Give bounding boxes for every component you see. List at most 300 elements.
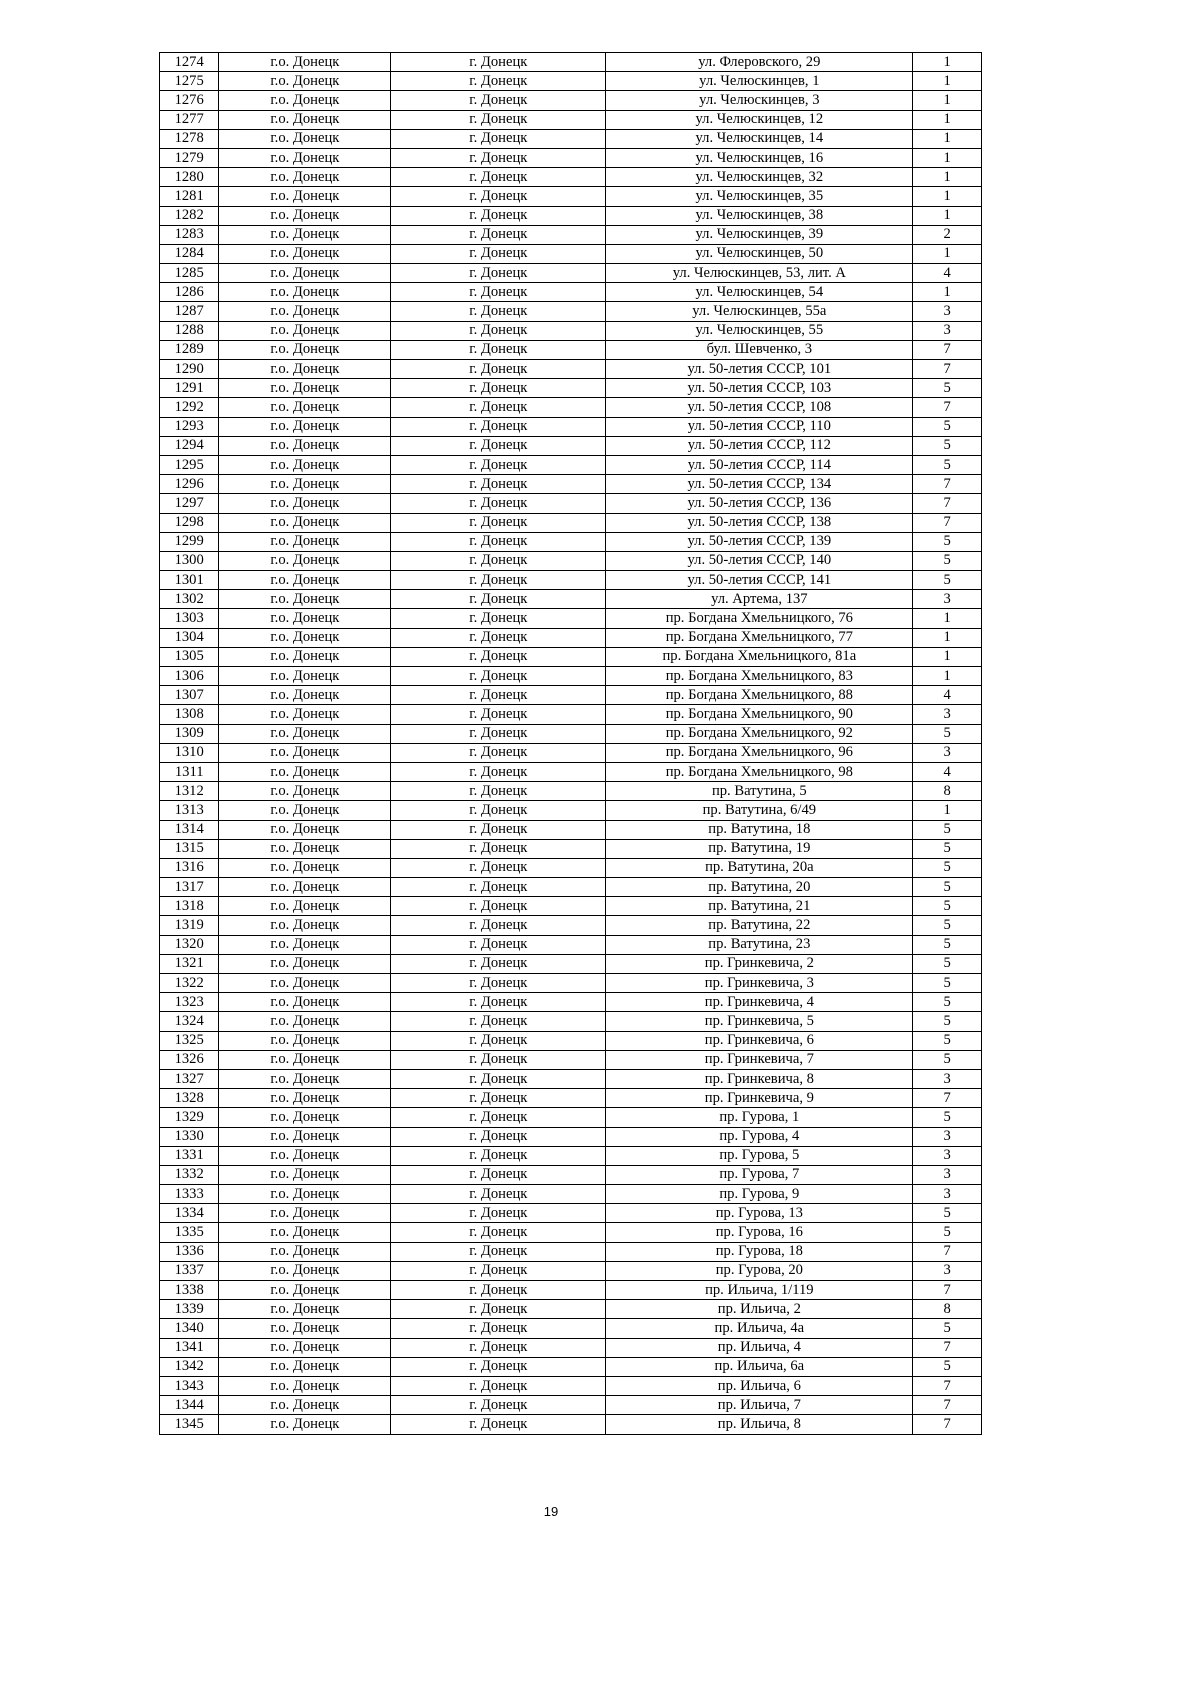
address-cell: ул. Челюскинцев, 35	[606, 187, 913, 206]
district-cell: г.о. Донецк	[219, 1261, 391, 1280]
row-number-cell: 1305	[160, 647, 219, 666]
table-row	[160, 436, 982, 455]
district-cell: г.о. Донецк	[219, 244, 391, 263]
table-row	[160, 705, 982, 724]
table-row	[160, 148, 982, 167]
city-cell: г. Донецк	[391, 72, 606, 91]
count-cell: 5	[913, 1108, 982, 1127]
city-cell: г. Донецк	[391, 1415, 606, 1434]
table-row	[160, 225, 982, 244]
city-cell: г. Донецк	[391, 1146, 606, 1165]
district-cell: г.о. Донецк	[219, 590, 391, 609]
count-cell: 5	[913, 916, 982, 935]
count-cell: 5	[913, 820, 982, 839]
address-cell: пр. Ватутина, 20	[606, 878, 913, 897]
address-cell: пр. Ватутина, 23	[606, 935, 913, 954]
count-cell: 3	[913, 743, 982, 762]
table-row	[160, 724, 982, 743]
table-row	[160, 993, 982, 1012]
address-cell: ул. Челюскинцев, 12	[606, 110, 913, 129]
row-number-cell: 1323	[160, 993, 219, 1012]
row-number-cell: 1274	[160, 53, 219, 72]
address-cell: пр. Гурова, 4	[606, 1127, 913, 1146]
row-number-cell: 1345	[160, 1415, 219, 1434]
address-cell: пр. Ильича, 4а	[606, 1319, 913, 1338]
count-cell: 1	[913, 148, 982, 167]
table-row	[160, 935, 982, 954]
address-cell: пр. Гринкевича, 2	[606, 954, 913, 973]
count-cell: 7	[913, 494, 982, 513]
table-row	[160, 974, 982, 993]
row-number-cell: 1278	[160, 129, 219, 148]
district-cell: г.о. Донецк	[219, 302, 391, 321]
address-cell: ул. 50-летия СССР, 110	[606, 417, 913, 436]
count-cell: 5	[913, 379, 982, 398]
city-cell: г. Донецк	[391, 91, 606, 110]
city-cell: г. Донецк	[391, 532, 606, 551]
table-row	[160, 858, 982, 877]
city-cell: г. Донецк	[391, 974, 606, 993]
district-cell: г.о. Донецк	[219, 820, 391, 839]
city-cell: г. Донецк	[391, 820, 606, 839]
table-row	[160, 916, 982, 935]
table-row	[160, 1357, 982, 1376]
table-row	[160, 551, 982, 570]
address-cell: ул. Челюскинцев, 32	[606, 168, 913, 187]
row-number-cell: 1290	[160, 360, 219, 379]
district-cell: г.о. Донецк	[219, 647, 391, 666]
city-cell: г. Донецк	[391, 417, 606, 436]
district-cell: г.о. Донецк	[219, 1242, 391, 1261]
city-cell: г. Донецк	[391, 782, 606, 801]
table-row	[160, 1376, 982, 1395]
address-cell: пр. Ильича, 6а	[606, 1357, 913, 1376]
count-cell: 5	[913, 436, 982, 455]
count-cell: 5	[913, 897, 982, 916]
row-number-cell: 1291	[160, 379, 219, 398]
row-number-cell: 1285	[160, 264, 219, 283]
district-cell: г.о. Донецк	[219, 667, 391, 686]
count-cell: 5	[913, 839, 982, 858]
address-cell: ул. Челюскинцев, 54	[606, 283, 913, 302]
row-number-cell: 1311	[160, 762, 219, 781]
row-number-cell: 1310	[160, 743, 219, 762]
address-cell: пр. Богдана Хмельницкого, 83	[606, 667, 913, 686]
row-number-cell: 1312	[160, 782, 219, 801]
address-cell: пр. Гринкевича, 6	[606, 1031, 913, 1050]
district-cell: г.о. Донецк	[219, 1050, 391, 1069]
row-number-cell: 1336	[160, 1242, 219, 1261]
city-cell: г. Донецк	[391, 954, 606, 973]
table-row	[160, 1300, 982, 1319]
address-cell: ул. 50-летия СССР, 134	[606, 475, 913, 494]
district-cell: г.о. Донецк	[219, 1165, 391, 1184]
table-row	[160, 206, 982, 225]
row-number-cell: 1329	[160, 1108, 219, 1127]
table-row	[160, 475, 982, 494]
district-cell: г.о. Донецк	[219, 609, 391, 628]
count-cell: 7	[913, 1376, 982, 1395]
count-cell: 3	[913, 705, 982, 724]
district-cell: г.о. Донецк	[219, 1185, 391, 1204]
address-cell: пр. Ватутина, 19	[606, 839, 913, 858]
district-cell: г.о. Донецк	[219, 321, 391, 340]
table-row	[160, 820, 982, 839]
address-cell: пр. Богдана Хмельницкого, 88	[606, 686, 913, 705]
table-row	[160, 839, 982, 858]
city-cell: г. Донецк	[391, 168, 606, 187]
district-cell: г.о. Донецк	[219, 360, 391, 379]
table-row	[160, 1089, 982, 1108]
district-cell: г.о. Донецк	[219, 1069, 391, 1088]
address-cell: пр. Ватутина, 20а	[606, 858, 913, 877]
address-cell: пр. Гринкевича, 4	[606, 993, 913, 1012]
city-cell: г. Донецк	[391, 935, 606, 954]
city-cell: г. Донецк	[391, 878, 606, 897]
row-number-cell: 1280	[160, 168, 219, 187]
district-cell: г.о. Донецк	[219, 705, 391, 724]
city-cell: г. Донецк	[391, 1050, 606, 1069]
address-cell: пр. Ильича, 2	[606, 1300, 913, 1319]
row-number-cell: 1322	[160, 974, 219, 993]
district-cell: г.о. Донецк	[219, 1108, 391, 1127]
table-row	[160, 1319, 982, 1338]
table-row	[160, 1281, 982, 1300]
address-cell: пр. Гринкевича, 3	[606, 974, 913, 993]
count-cell: 1	[913, 168, 982, 187]
row-number-cell: 1275	[160, 72, 219, 91]
district-cell: г.о. Донецк	[219, 110, 391, 129]
address-cell: пр. Гурова, 20	[606, 1261, 913, 1280]
table-row	[160, 1261, 982, 1280]
row-number-cell: 1316	[160, 858, 219, 877]
city-cell: г. Донецк	[391, 647, 606, 666]
count-cell: 1	[913, 110, 982, 129]
district-cell: г.о. Донецк	[219, 1338, 391, 1357]
row-number-cell: 1297	[160, 494, 219, 513]
address-cell: пр. Богдана Хмельницкого, 81а	[606, 647, 913, 666]
city-cell: г. Донецк	[391, 129, 606, 148]
district-cell: г.о. Донецк	[219, 686, 391, 705]
city-cell: г. Донецк	[391, 264, 606, 283]
city-cell: г. Донецк	[391, 398, 606, 417]
district-cell: г.о. Донецк	[219, 762, 391, 781]
table-row	[160, 1338, 982, 1357]
row-number-cell: 1331	[160, 1146, 219, 1165]
address-cell: ул. 50-летия СССР, 101	[606, 360, 913, 379]
count-cell: 3	[913, 1127, 982, 1146]
city-cell: г. Донецк	[391, 513, 606, 532]
count-cell: 7	[913, 360, 982, 379]
count-cell: 7	[913, 1338, 982, 1357]
count-cell: 8	[913, 782, 982, 801]
row-number-cell: 1295	[160, 455, 219, 474]
count-cell: 3	[913, 1185, 982, 1204]
city-cell: г. Донецк	[391, 839, 606, 858]
row-number-cell: 1332	[160, 1165, 219, 1184]
district-cell: г.о. Донецк	[219, 379, 391, 398]
row-number-cell: 1339	[160, 1300, 219, 1319]
count-cell: 3	[913, 1165, 982, 1184]
city-cell: г. Донецк	[391, 1108, 606, 1127]
count-cell: 1	[913, 667, 982, 686]
count-cell: 5	[913, 954, 982, 973]
count-cell: 1	[913, 187, 982, 206]
address-cell: пр. Ватутина, 5	[606, 782, 913, 801]
table-row	[160, 360, 982, 379]
district-cell: г.о. Донецк	[219, 475, 391, 494]
count-cell: 1	[913, 53, 982, 72]
city-cell: г. Донецк	[391, 1069, 606, 1088]
row-number-cell: 1281	[160, 187, 219, 206]
count-cell: 5	[913, 935, 982, 954]
row-number-cell: 1338	[160, 1281, 219, 1300]
count-cell: 5	[913, 455, 982, 474]
row-number-cell: 1308	[160, 705, 219, 724]
row-number-cell: 1288	[160, 321, 219, 340]
city-cell: г. Донецк	[391, 667, 606, 686]
address-cell: ул. Челюскинцев, 53, лит. А	[606, 264, 913, 283]
count-cell: 5	[913, 724, 982, 743]
city-cell: г. Донецк	[391, 455, 606, 474]
city-cell: г. Донецк	[391, 1319, 606, 1338]
address-cell: ул. Челюскинцев, 16	[606, 148, 913, 167]
address-cell: пр. Гурова, 18	[606, 1242, 913, 1261]
city-cell: г. Донецк	[391, 858, 606, 877]
district-cell: г.о. Донецк	[219, 571, 391, 590]
address-cell: ул. Челюскинцев, 3	[606, 91, 913, 110]
count-cell: 1	[913, 72, 982, 91]
city-cell: г. Донецк	[391, 897, 606, 916]
city-cell: г. Донецк	[391, 1396, 606, 1415]
count-cell: 4	[913, 686, 982, 705]
row-number-cell: 1306	[160, 667, 219, 686]
row-number-cell: 1328	[160, 1089, 219, 1108]
city-cell: г. Донецк	[391, 1223, 606, 1242]
count-cell: 3	[913, 321, 982, 340]
district-cell: г.о. Донецк	[219, 148, 391, 167]
city-cell: г. Донецк	[391, 1012, 606, 1031]
district-cell: г.о. Донецк	[219, 532, 391, 551]
row-number-cell: 1304	[160, 628, 219, 647]
table-row	[160, 168, 982, 187]
city-cell: г. Донецк	[391, 762, 606, 781]
city-cell: г. Донецк	[391, 1031, 606, 1050]
table-row	[160, 244, 982, 263]
city-cell: г. Донецк	[391, 590, 606, 609]
row-number-cell: 1321	[160, 954, 219, 973]
table-row	[160, 1050, 982, 1069]
district-cell: г.о. Донецк	[219, 1204, 391, 1223]
page-number: 19	[543, 1504, 559, 1519]
city-cell: г. Донецк	[391, 686, 606, 705]
count-cell: 1	[913, 628, 982, 647]
row-number-cell: 1344	[160, 1396, 219, 1415]
city-cell: г. Донецк	[391, 571, 606, 590]
table-row	[160, 1415, 982, 1434]
address-cell: пр. Гринкевича, 8	[606, 1069, 913, 1088]
count-cell: 7	[913, 340, 982, 359]
district-cell: г.о. Донецк	[219, 858, 391, 877]
city-cell: г. Донецк	[391, 1089, 606, 1108]
city-cell: г. Донецк	[391, 494, 606, 513]
table-row	[160, 129, 982, 148]
district-cell: г.о. Донецк	[219, 801, 391, 820]
row-number-cell: 1286	[160, 283, 219, 302]
address-cell: пр. Гурова, 7	[606, 1165, 913, 1184]
address-cell: ул. 50-летия СССР, 103	[606, 379, 913, 398]
row-number-cell: 1343	[160, 1376, 219, 1395]
address-cell: пр. Ильича, 6	[606, 1376, 913, 1395]
row-number-cell: 1309	[160, 724, 219, 743]
city-cell: г. Донецк	[391, 340, 606, 359]
address-cell: пр. Ватутина, 18	[606, 820, 913, 839]
address-cell: ул. 50-летия СССР, 140	[606, 551, 913, 570]
district-cell: г.о. Донецк	[219, 724, 391, 743]
row-number-cell: 1324	[160, 1012, 219, 1031]
address-cell: ул. Челюскинцев, 55	[606, 321, 913, 340]
district-cell: г.о. Донецк	[219, 782, 391, 801]
count-cell: 5	[913, 417, 982, 436]
city-cell: г. Донецк	[391, 110, 606, 129]
count-cell: 1	[913, 283, 982, 302]
table-row	[160, 379, 982, 398]
address-cell: ул. 50-летия СССР, 139	[606, 532, 913, 551]
district-cell: г.о. Донецк	[219, 455, 391, 474]
count-cell: 3	[913, 302, 982, 321]
table-row	[160, 590, 982, 609]
table-row	[160, 954, 982, 973]
district-cell: г.о. Донецк	[219, 628, 391, 647]
address-cell: пр. Гурова, 13	[606, 1204, 913, 1223]
count-cell: 5	[913, 858, 982, 877]
district-cell: г.о. Донецк	[219, 340, 391, 359]
address-cell: пр. Богдана Хмельницкого, 90	[606, 705, 913, 724]
address-cell: ул. Челюскинцев, 1	[606, 72, 913, 91]
city-cell: г. Донецк	[391, 1338, 606, 1357]
address-cell: пр. Гурова, 16	[606, 1223, 913, 1242]
count-cell: 7	[913, 1089, 982, 1108]
table-row	[160, 1108, 982, 1127]
row-number-cell: 1342	[160, 1357, 219, 1376]
address-cell: ул. 50-летия СССР, 112	[606, 436, 913, 455]
city-cell: г. Донецк	[391, 801, 606, 820]
count-cell: 7	[913, 475, 982, 494]
row-number-cell: 1313	[160, 801, 219, 820]
count-cell: 5	[913, 1031, 982, 1050]
row-number-cell: 1334	[160, 1204, 219, 1223]
city-cell: г. Донецк	[391, 206, 606, 225]
row-number-cell: 1282	[160, 206, 219, 225]
row-number-cell: 1293	[160, 417, 219, 436]
row-number-cell: 1299	[160, 532, 219, 551]
row-number-cell: 1298	[160, 513, 219, 532]
address-cell: ул. Челюскинцев, 14	[606, 129, 913, 148]
table-row	[160, 417, 982, 436]
table-row	[160, 264, 982, 283]
row-number-cell: 1292	[160, 398, 219, 417]
table-row	[160, 1031, 982, 1050]
district-cell: г.о. Донецк	[219, 993, 391, 1012]
district-cell: г.о. Донецк	[219, 935, 391, 954]
table-row	[160, 1185, 982, 1204]
address-cell: пр. Богдана Хмельницкого, 76	[606, 609, 913, 628]
table-row	[160, 647, 982, 666]
address-cell: пр. Богдана Хмельницкого, 92	[606, 724, 913, 743]
address-cell: пр. Гурова, 9	[606, 1185, 913, 1204]
city-cell: г. Донецк	[391, 1357, 606, 1376]
row-number-cell: 1307	[160, 686, 219, 705]
row-number-cell: 1337	[160, 1261, 219, 1280]
count-cell: 3	[913, 1261, 982, 1280]
address-cell: пр. Гурова, 5	[606, 1146, 913, 1165]
table-row	[160, 667, 982, 686]
district-cell: г.о. Донецк	[219, 1223, 391, 1242]
address-cell: пр. Ватутина, 21	[606, 897, 913, 916]
table-row	[160, 1396, 982, 1415]
address-cell: ул. Артема, 137	[606, 590, 913, 609]
count-cell: 7	[913, 398, 982, 417]
city-cell: г. Донецк	[391, 1261, 606, 1280]
city-cell: г. Донецк	[391, 609, 606, 628]
city-cell: г. Донецк	[391, 1185, 606, 1204]
count-cell: 1	[913, 801, 982, 820]
city-cell: г. Донецк	[391, 628, 606, 647]
district-cell: г.о. Донецк	[219, 743, 391, 762]
city-cell: г. Донецк	[391, 1376, 606, 1395]
city-cell: г. Донецк	[391, 283, 606, 302]
address-cell: пр. Гринкевича, 9	[606, 1089, 913, 1108]
table-row	[160, 1127, 982, 1146]
row-number-cell: 1341	[160, 1338, 219, 1357]
row-number-cell: 1315	[160, 839, 219, 858]
count-cell: 5	[913, 551, 982, 570]
count-cell: 1	[913, 609, 982, 628]
row-number-cell: 1301	[160, 571, 219, 590]
address-cell: пр. Ильича, 1/119	[606, 1281, 913, 1300]
table-row	[160, 897, 982, 916]
city-cell: г. Донецк	[391, 244, 606, 263]
city-cell: г. Донецк	[391, 1281, 606, 1300]
count-cell: 5	[913, 974, 982, 993]
table-row	[160, 110, 982, 129]
district-cell: г.о. Донецк	[219, 513, 391, 532]
row-number-cell: 1289	[160, 340, 219, 359]
count-cell: 1	[913, 129, 982, 148]
city-cell: г. Донецк	[391, 993, 606, 1012]
city-cell: г. Донецк	[391, 321, 606, 340]
row-number-cell: 1333	[160, 1185, 219, 1204]
address-cell: пр. Богдана Хмельницкого, 96	[606, 743, 913, 762]
row-number-cell: 1314	[160, 820, 219, 839]
count-cell: 1	[913, 647, 982, 666]
district-cell: г.о. Донецк	[219, 168, 391, 187]
table-row	[160, 609, 982, 628]
row-number-cell: 1340	[160, 1319, 219, 1338]
district-cell: г.о. Донецк	[219, 129, 391, 148]
district-cell: г.о. Донецк	[219, 225, 391, 244]
count-cell: 7	[913, 1415, 982, 1434]
address-cell: пр. Богдана Хмельницкого, 98	[606, 762, 913, 781]
address-cell: пр. Гурова, 1	[606, 1108, 913, 1127]
table-row	[160, 91, 982, 110]
count-cell: 5	[913, 571, 982, 590]
address-cell: ул. Челюскинцев, 50	[606, 244, 913, 263]
count-cell: 5	[913, 993, 982, 1012]
district-cell: г.о. Донецк	[219, 91, 391, 110]
district-cell: г.о. Донецк	[219, 1396, 391, 1415]
district-cell: г.о. Донецк	[219, 1357, 391, 1376]
